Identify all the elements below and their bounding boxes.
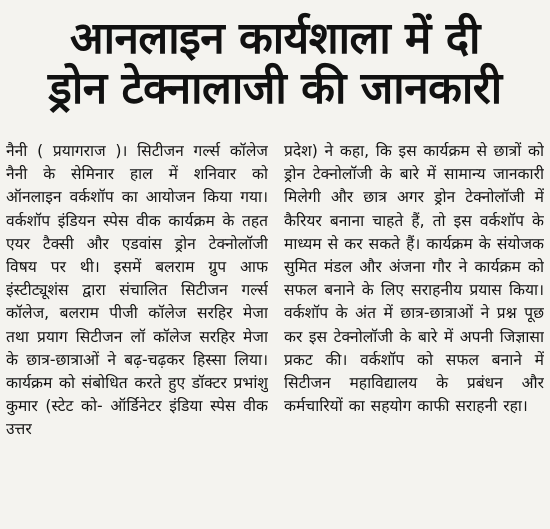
headline	[0, 14, 550, 114]
column-divider	[276, 140, 277, 512]
article-paragraph-right: प्रदेश) ने कहा, कि इस कार्यक्रम से छात्रों को ड्रोन टेक्नोलॉजी के बारे में सामान्य जानकारी मिलेगी और छात्र अगर ड्रोन टेक्नोलॉजी में कैरियर बनाना चाहते हैं, तो इस वर्कशॉप के माध्यम से कर सकते हैं। कार्यक्रम के संयोजक सुमित मंडल और अंजना गौर ने कार्यक्रम को सफल बनाने के लिए सराहनीय प्रयास किया। वर्कशॉप के अंत में छात्र-छात्राओं ने प्रश्न पूछ कर इस टेक्नोलॉजी के बारे में अपनी जिज्ञासा प्रकट की। वर्कशॉप को सफल बनाने में सिटीजन महाविद्यालय के प्रबंधन और कर्मचारियों का सहयोग काफी सराहनी रहा।	[284, 142, 544, 416]
article-body	[6, 140, 544, 512]
cropped-next-headline	[0, 515, 550, 529]
article-column-right	[284, 140, 544, 512]
cropped-previous-text	[0, 0, 550, 12]
article-paragraph-left: नैनी ( प्रयागराज )। सिटीजन गर्ल्स कॉलेज नैनी के सेमिनार हाल में शनिवार को ऑनलाइन वर्कशॉप का आयोजन किया गया। वर्कशॉप इंडियन स्पेस वीक कार्यक्रम के तहत एयर टैक्सी और एडवांस ड्रोन टेक्नोलॉजी विषय पर थी। इसमें बलराम ग्रुप आफ इंस्टीट्यूशंस द्वारा संचालित सिटीजन गर्ल्स कॉलेज, बलराम पीजी कॉलेज सरहिर मेजा तथा प्रयाग सिटीजन लॉ कॉलेज सरहिर मेजा के छात्र-छात्राओं ने बढ़-चढ़कर हिस्सा लिया। कार्यक्रम को संबोधित करते हुए डॉक्टर प्रभांशु कुमार (स्टेट को- ऑर्डिनेटर इंडिया स्पेस वीक उत्तर	[6, 142, 268, 439]
article-column-left	[6, 140, 268, 512]
headline-line-1: आनलाइन कार्यशाला में दी	[70, 13, 480, 64]
headline-line-2: ड्रोन टेक्नालाजी की जानकारी	[48, 63, 502, 114]
